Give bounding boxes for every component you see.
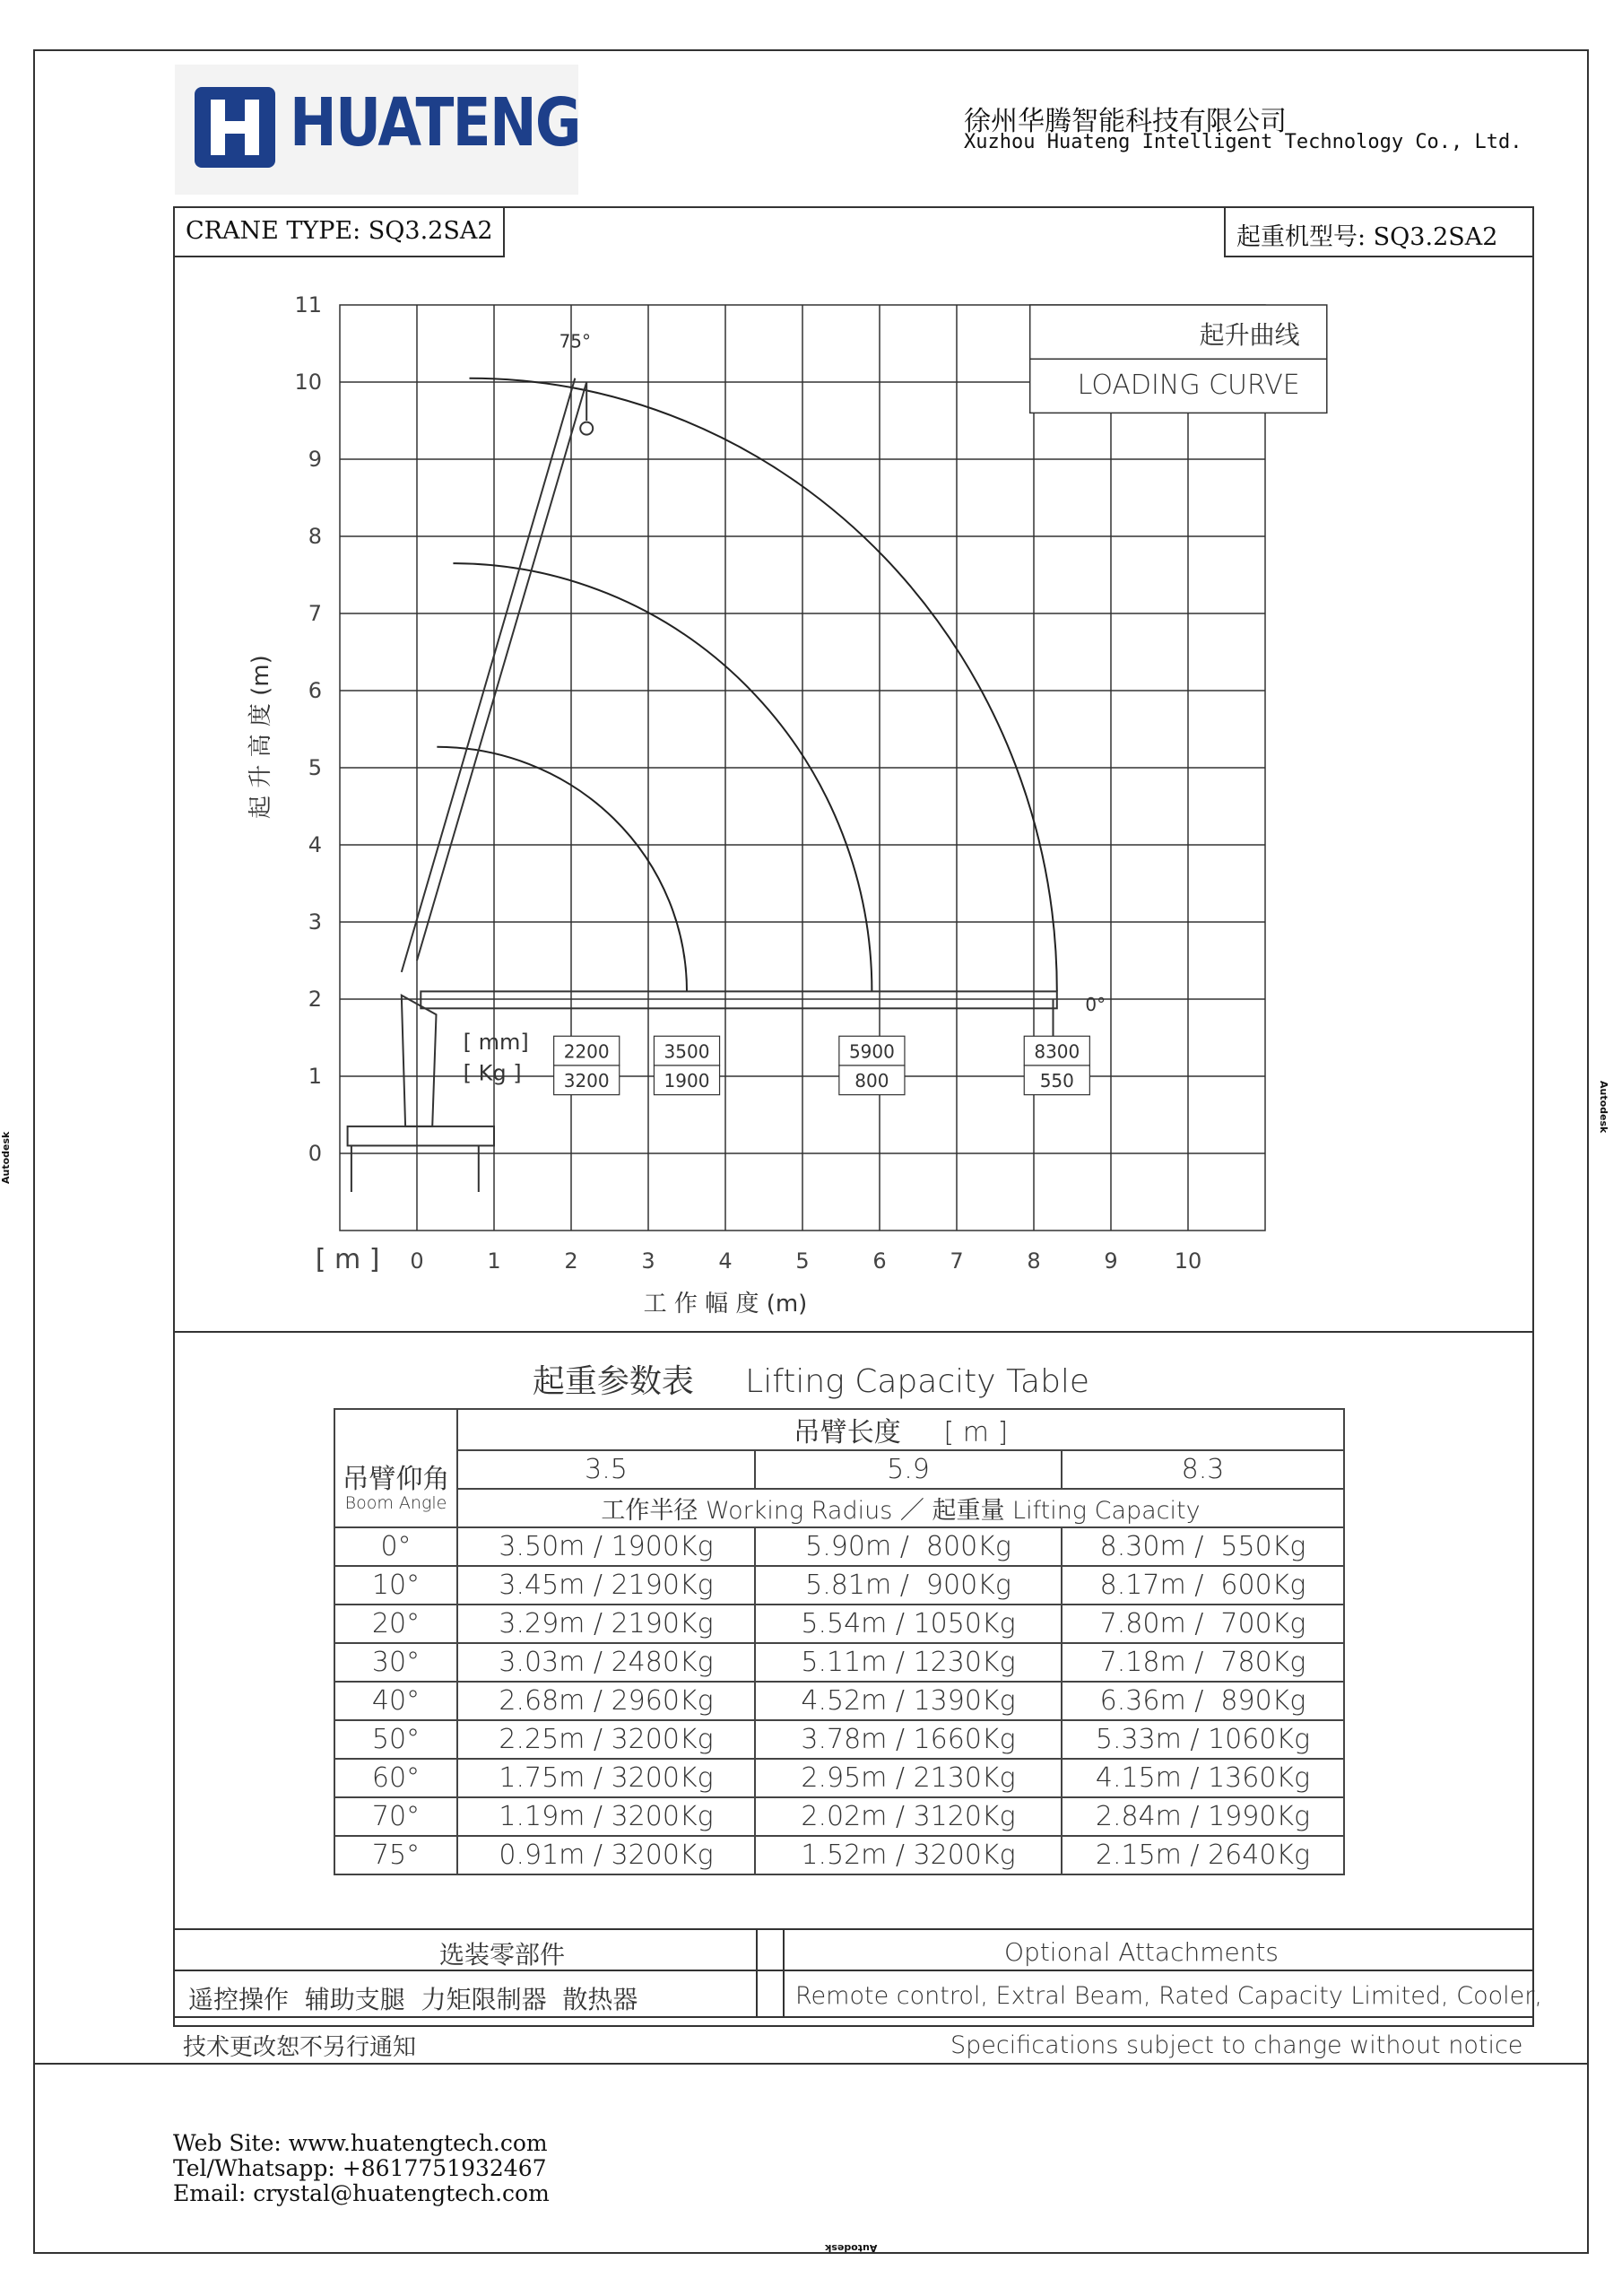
table-row	[334, 1605, 1344, 1643]
capacity-cell: 2.02m / 3120Kg	[755, 1797, 1062, 1836]
angle-label-0: 0°	[1085, 993, 1106, 1015]
load-kg-label: 1900	[664, 1070, 710, 1092]
table-row	[334, 1797, 1344, 1836]
table-row	[334, 1836, 1344, 1874]
legend-title-en: LOADING CURVE	[1077, 369, 1300, 401]
load-box	[654, 1036, 719, 1094]
series-curve	[437, 747, 687, 992]
boom-length-unit: [ m ]	[943, 1417, 1009, 1448]
angle-cell: 40°	[334, 1682, 457, 1720]
y-tick-label: 4	[308, 832, 322, 857]
crane-base	[348, 1126, 494, 1146]
x-tick-label: 4	[718, 1248, 733, 1274]
watermark-right: Autodesk	[1598, 1081, 1609, 1134]
table-subheader: 工作半径 Working Radius ／ 起重量 Lifting Capacity	[457, 1489, 1344, 1527]
crane-type-en: CRANE TYPE: SQ3.2SA2	[173, 208, 505, 257]
watermark-left: Autodesk	[0, 1131, 12, 1184]
table-title-en: Lifting Capacity Table	[745, 1363, 1090, 1400]
y-tick-label: 11	[294, 292, 322, 317]
length-col-3: 8.3	[1062, 1450, 1344, 1489]
contact-web: Web Site: www.huatengtech.com	[173, 2130, 548, 2156]
capacity-cell: 3.78m / 1660Kg	[755, 1720, 1062, 1759]
table-row	[334, 1759, 1344, 1797]
y-tick-label: 10	[294, 370, 322, 395]
capacity-cell: 8.30m / 550Kg	[1062, 1527, 1344, 1566]
load-kg-label: 550	[1039, 1070, 1074, 1092]
capacity-cell: 0.91m / 3200Kg	[457, 1836, 755, 1874]
load-mm-label: 2200	[563, 1040, 610, 1063]
load-kg-label: 800	[854, 1070, 889, 1092]
chart-grid	[340, 305, 1265, 1231]
legend-title-cn: 起升曲线	[1199, 320, 1300, 350]
angle-cell: 0°	[334, 1527, 457, 1566]
boom-raised-outer	[402, 378, 576, 972]
capacity-cell: 3.50m / 1900Kg	[457, 1527, 755, 1566]
boom-horizontal	[421, 991, 1057, 1008]
chart-curves	[437, 378, 1056, 992]
table-row	[334, 1720, 1344, 1759]
y-tick-label: 2	[308, 987, 322, 1012]
chart-labels	[247, 305, 1327, 1318]
angle-cell: 20°	[334, 1605, 457, 1643]
angle-cell: 50°	[334, 1720, 457, 1759]
capacity-cell: 2.95m / 2130Kg	[755, 1759, 1062, 1797]
contact-tel: Tel/Whatsapp: +8617751932467	[173, 2155, 547, 2181]
divider-chart-table	[173, 1331, 1534, 1333]
capacity-cell: 3.29m / 2190Kg	[457, 1605, 755, 1643]
x-tick-label: 0	[410, 1248, 424, 1274]
table-row	[334, 1527, 1344, 1566]
load-mm-label: 3500	[664, 1040, 710, 1063]
watermark-bottom: Autodesk	[825, 2242, 878, 2254]
boom-angle-cn: 吊臂仰角	[342, 1463, 450, 1495]
hook-raised-icon	[580, 422, 593, 435]
angle-cell: 30°	[334, 1643, 457, 1682]
x-tick-label: 9	[1104, 1248, 1118, 1274]
load-box	[1024, 1036, 1089, 1094]
corner-cell	[334, 1409, 457, 1450]
crane-column	[402, 996, 437, 1126]
y-tick-label: 0	[308, 1141, 322, 1166]
capacity-cell: 3.45m / 2190Kg	[457, 1566, 755, 1605]
logo	[175, 65, 578, 195]
lifting-capacity-table	[334, 1408, 1345, 1875]
x-tick-label: 2	[564, 1248, 578, 1274]
options-column-divider	[756, 1928, 785, 2016]
angle-cell: 70°	[334, 1797, 457, 1836]
capacity-cell: 3.03m / 2480Kg	[457, 1643, 755, 1682]
series-curve	[469, 378, 1056, 992]
capacity-cell: 5.81m / 900Kg	[755, 1566, 1062, 1605]
capacity-cell: 2.68m / 2960Kg	[457, 1682, 755, 1720]
loading-curve-chart	[173, 260, 1534, 1327]
options-items-en: Remote control, Extral Beam, Rated Capacity Limited, Cooler,	[795, 1982, 1542, 2010]
load-kg-label: 3200	[563, 1070, 610, 1092]
unit-label-kg: [ Kg ]	[463, 1060, 522, 1086]
y-tick-label: 3	[308, 909, 322, 935]
x-axis-title: 工 作 幅 度 (m)	[643, 1291, 808, 1318]
capacity-cell: 2.84m / 1990Kg	[1062, 1797, 1344, 1836]
divider-table-options	[173, 1928, 1534, 1930]
x-tick-label: 5	[795, 1248, 810, 1274]
crane-type-cn: 起重机型号: SQ3.2SA2	[1224, 208, 1534, 257]
boom-length-label: 吊臂长度	[793, 1417, 901, 1448]
angle-cell: 75°	[334, 1836, 457, 1874]
contact-email: Email: crystal@huatengtech.com	[173, 2180, 550, 2206]
table-row	[334, 1566, 1344, 1605]
x-tick-label: 1	[487, 1248, 501, 1274]
y-tick-label: 9	[308, 447, 322, 472]
x-tick-label: 3	[641, 1248, 655, 1274]
capacity-cell: 1.75m / 3200Kg	[457, 1759, 755, 1797]
y-tick-label: 5	[308, 755, 322, 780]
length-col-1: 3.5	[457, 1450, 755, 1489]
notice-cn: 技术更改恕不另行通知	[183, 2034, 417, 2061]
x-unit-label: [ m ]	[315, 1244, 380, 1275]
options-header-row-line	[173, 1970, 1534, 1971]
boom-length-header	[457, 1409, 1344, 1450]
table-row	[334, 1643, 1344, 1682]
logo-mark-icon	[195, 87, 275, 168]
load-box	[839, 1036, 905, 1094]
company-name-en: Xuzhou Huateng Intelligent Technology Co., Ltd.	[964, 131, 1522, 153]
options-header-en: Optional Attachments	[1004, 1937, 1279, 1967]
angle-cell: 10°	[334, 1566, 457, 1605]
table-row	[334, 1682, 1344, 1720]
capacity-cell: 5.90m / 800Kg	[755, 1527, 1062, 1566]
chart-ticks	[294, 292, 1201, 1275]
x-tick-label: 8	[1027, 1248, 1041, 1274]
options-header-cn: 选装零部件	[439, 1940, 566, 1970]
angle-label-75: 75°	[559, 330, 592, 352]
capacity-cell: 5.11m / 1230Kg	[755, 1643, 1062, 1682]
capacity-cell: 2.15m / 2640Kg	[1062, 1836, 1344, 1874]
table-title-cn: 起重参数表	[532, 1363, 694, 1400]
load-mm-label: 8300	[1034, 1040, 1080, 1063]
unit-label-mm: [ mm]	[463, 1029, 529, 1055]
length-col-2: 5.9	[755, 1450, 1062, 1489]
boom-angle-header	[334, 1450, 457, 1527]
capacity-cell: 4.15m / 1360Kg	[1062, 1759, 1344, 1797]
capacity-cell: 6.36m / 890Kg	[1062, 1682, 1344, 1720]
footer-divider	[33, 2063, 1589, 2065]
load-box	[554, 1036, 620, 1094]
capacity-cell: 5.33m / 1060Kg	[1062, 1720, 1344, 1759]
options-bottom-line	[173, 2016, 1534, 2018]
table-title	[0, 1356, 1622, 1402]
capacity-cell: 4.52m / 1390Kg	[755, 1682, 1062, 1720]
capacity-cell: 5.54m / 1050Kg	[755, 1605, 1062, 1643]
x-tick-label: 7	[950, 1248, 964, 1274]
series-curve	[453, 563, 872, 991]
y-tick-label: 1	[308, 1064, 322, 1089]
company-name-cn: 徐州华腾智能科技有限公司	[964, 106, 1287, 137]
capacity-cell: 7.18m / 780Kg	[1062, 1643, 1344, 1682]
x-tick-label: 10	[1174, 1248, 1202, 1274]
capacity-cell: 2.25m / 3200Kg	[457, 1720, 755, 1759]
capacity-cell: 7.80m / 700Kg	[1062, 1605, 1344, 1643]
brand-name: HUATENG	[290, 84, 580, 161]
options-items-cn: 遥控操作 辅助支腿 力矩限制器 散热器	[188, 1985, 638, 2014]
y-tick-label: 8	[308, 524, 322, 549]
notice-en: Specifications subject to change without notice	[950, 2031, 1523, 2059]
x-tick-label: 6	[872, 1248, 887, 1274]
capacity-cell: 1.52m / 3200Kg	[755, 1836, 1062, 1874]
angle-cell: 60°	[334, 1759, 457, 1797]
y-axis-title: 起 升 高 度 (m)	[247, 655, 274, 819]
boom-raised-inner	[417, 382, 586, 961]
y-tick-label: 6	[308, 678, 322, 703]
capacity-cell: 1.19m / 3200Kg	[457, 1797, 755, 1836]
boom-angle-en: Boom Angle	[344, 1492, 447, 1513]
y-tick-label: 7	[308, 601, 322, 626]
capacity-cell: 8.17m / 600Kg	[1062, 1566, 1344, 1605]
load-mm-label: 5900	[848, 1040, 895, 1063]
